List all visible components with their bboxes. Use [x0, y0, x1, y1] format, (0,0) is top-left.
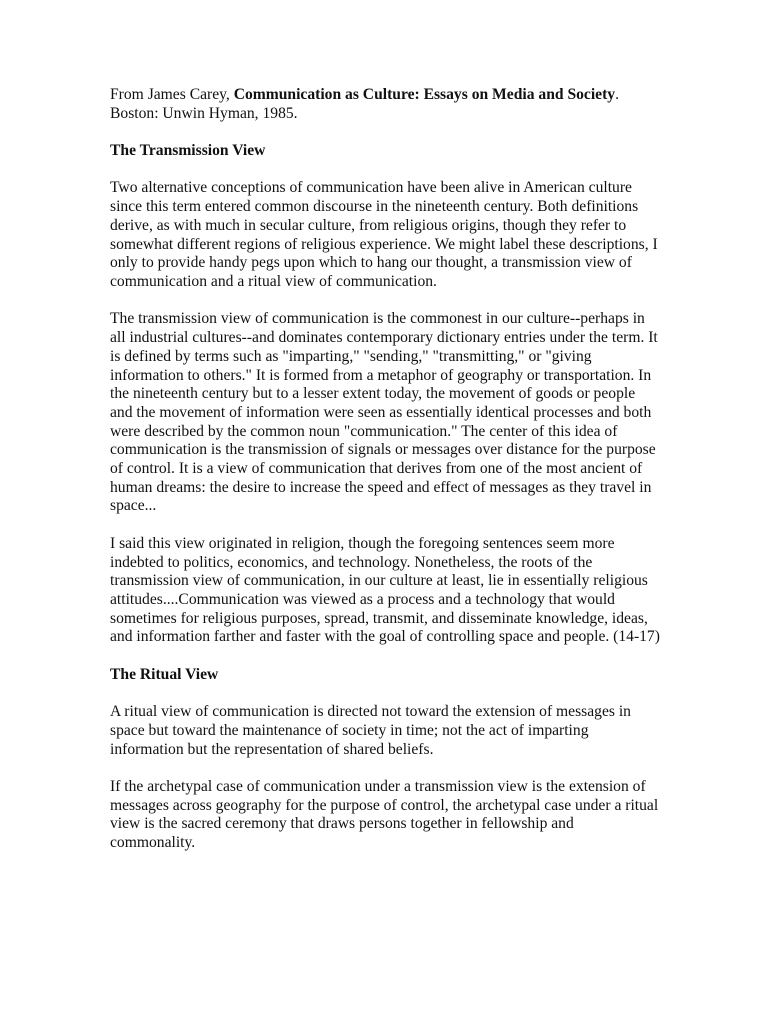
paragraph: I said this view originated in religion, though the foregoing sentences seem more indebted to politics, economics, and technology. Nonetheless, the roots of the transmission view of communication, in our culture at least, lie in essentially religious attitudes....Communication was viewed as a process and a technology that would sometimes for religious purposes, spread, transmit, and disseminate knowledge, ideas, and information farther and faster with the goal of controlling space and people. (14-17) — [110, 534, 660, 646]
paragraph: The transmission view of communication is the commonest in our culture--perhaps in all industrial cultures--and dominates contemporary dictionary entries under the term. It is defined by terms such as "imparting," "sending," "transmitting," or "giving information to others." It is formed from a metaphor of geography or transportation. In the nineteenth century but to a lesser extent today, the movement of goods or people and the movement of information were seen as essentially identical processes and both were described by the common noun "communication." The center of this idea of communication is the transmission of signals or messages over distance for the purpose of control. It is a view of communication that derives from one of the most ancient of human dreams: the desire to increase the speed and effect of messages as they travel in space... — [110, 310, 658, 515]
paragraph: If the archetypal case of communication under a transmission view is the extension of messages across geography for the purpose of control, the archetypal case under a ritual view is the sacred ceremony that draws persons together in fellowship and commonality. — [110, 777, 659, 852]
citation-suffix: . Boston: Unwin Hyman, 1985. — [110, 86, 619, 122]
paragraph: Two alternative conceptions of communication have been alive in American culture since this term entered common discourse in the nineteenth century. Both definitions derive, as with much in secular culture, from religious origins, though they refer to somewhat different regions of religious experience. We might label these descriptions, I only to provide handy pegs upon which to hang our thought, a transmission view of communication and a ritual view of communication. — [110, 179, 658, 290]
section-heading-transmission: The Transmission View — [110, 142, 266, 160]
document-page — [110, 86, 660, 853]
citation-book-title: Communication as Culture: Essays on Media and Society — [233, 86, 616, 103]
citation — [110, 86, 660, 123]
paragraph: A ritual view of communication is directed not toward the extension of messages in space but toward the maintenance of society in time; not the act of imparting information but the representation of shared beliefs. — [110, 703, 631, 758]
citation-prefix: From James Carey, — [110, 86, 234, 103]
section-heading-ritual: The Ritual View — [110, 665, 219, 683]
